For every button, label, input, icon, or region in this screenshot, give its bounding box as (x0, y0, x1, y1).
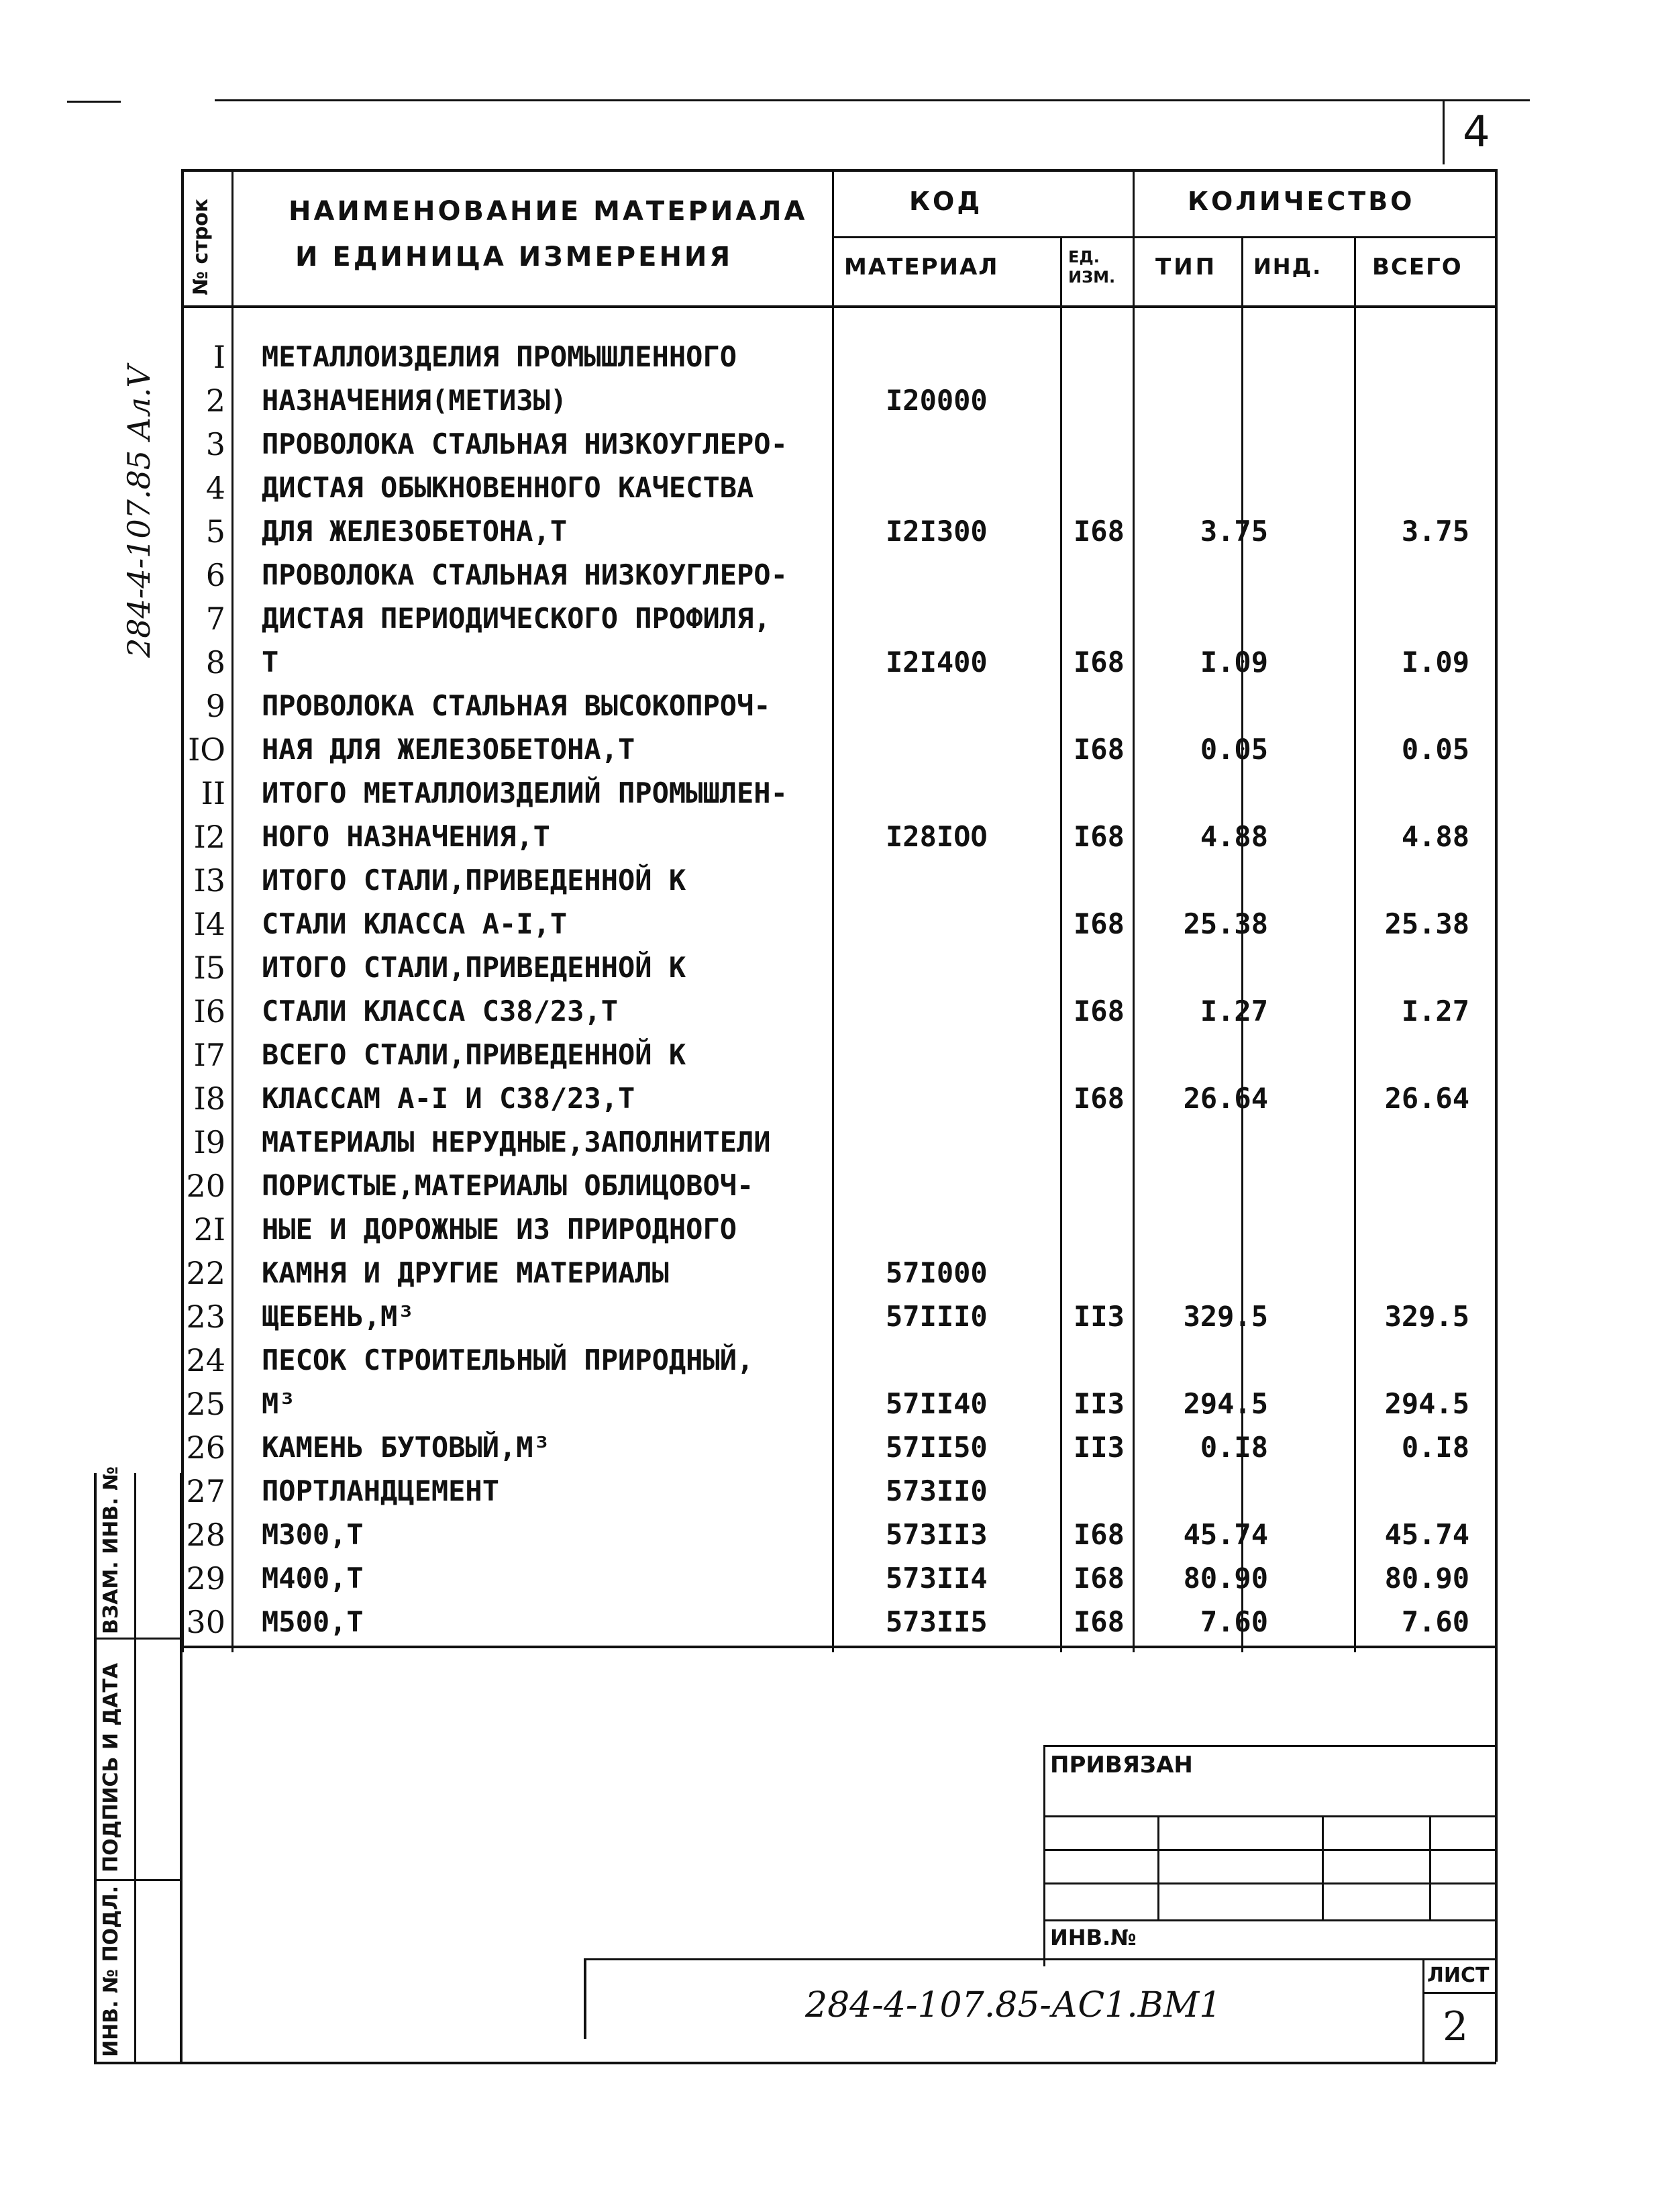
row-name: М400,Т (262, 1562, 364, 1595)
row-unit (1074, 1034, 1141, 1076)
table-row (181, 1295, 1523, 1338)
row-typ: 26.64 (1183, 1082, 1268, 1115)
row-name: ПРОВОЛОКА СТАЛЬНАЯ ВЫСОКОПРОЧ- (262, 689, 771, 722)
table-row (181, 728, 1523, 771)
row-total: 0.I8 (1401, 1431, 1469, 1464)
row-unit (1074, 554, 1141, 597)
row-total: 329.5 (1384, 1300, 1469, 1333)
row-code: 573II5 (886, 1605, 988, 1638)
row-number: 29 (186, 1560, 225, 1597)
stamp-sheet-label: ЛИСТ (1427, 1964, 1490, 1987)
row-number: I5 (193, 950, 225, 986)
row-unit: I68 (1074, 515, 1125, 548)
row-unit (1074, 1339, 1141, 1382)
row-typ: 329.5 (1183, 1300, 1268, 1333)
row-typ (1154, 1208, 1268, 1251)
table-row (181, 554, 1523, 597)
row-code (886, 1077, 1087, 1120)
frame-left-inner (180, 1473, 183, 2064)
table-row (181, 685, 1523, 727)
row-typ: 294.5 (1183, 1387, 1268, 1420)
row-unit (1074, 772, 1141, 815)
page-number-box-left (1443, 101, 1445, 164)
row-code: 573II0 (886, 1474, 988, 1507)
row-number: 2I (193, 1211, 225, 1248)
row-code: I20000 (886, 384, 988, 417)
header-code: КОД (909, 187, 983, 216)
row-code (886, 1164, 1087, 1207)
row-code: 57II40 (886, 1387, 988, 1420)
titleblock-h4 (1043, 1919, 1496, 1921)
row-name: ПОРИСТЫЕ,МАТЕРИАЛЫ ОБЛИЦОВОЧ- (262, 1169, 754, 1202)
row-typ: 80.90 (1183, 1562, 1268, 1595)
row-number: 23 (186, 1299, 225, 1335)
row-total: 26.64 (1384, 1082, 1469, 1115)
row-number: 3 (205, 426, 225, 462)
row-typ (1154, 466, 1268, 509)
row-typ: 0.I8 (1200, 1431, 1268, 1464)
row-name: М300,Т (262, 1518, 364, 1551)
header-unit: ЕД. ИЗМ. (1068, 248, 1116, 287)
titleblock-left (1043, 1745, 1045, 1966)
row-typ (1154, 1252, 1268, 1295)
row-unit: I68 (1074, 646, 1125, 678)
table-row (181, 379, 1523, 422)
table-row (181, 641, 1523, 684)
table-top-border (181, 169, 1496, 172)
row-unit (1074, 946, 1141, 989)
table-row (181, 1077, 1523, 1120)
table-row (181, 859, 1523, 902)
row-total: 7.60 (1401, 1605, 1469, 1638)
row-name: КАМЕНЬ БУТОВЫЙ,М³ (262, 1431, 550, 1464)
row-number: I9 (193, 1124, 225, 1160)
row-total (1349, 685, 1523, 727)
row-total: 0.05 (1401, 733, 1469, 766)
row-code (886, 1208, 1087, 1251)
row-number: 27 (186, 1473, 225, 1509)
table-row (181, 990, 1523, 1033)
row-name: КАМНЯ И ДРУГИЕ МАТЕРИАЛЫ (262, 1256, 669, 1289)
row-total (1349, 554, 1523, 597)
header-quantity: КОЛИЧЕСТВО (1188, 187, 1415, 216)
row-unit (1074, 859, 1141, 902)
row-total: 25.38 (1384, 907, 1469, 940)
row-typ: 7.60 (1200, 1605, 1268, 1638)
titleblock-v2 (1322, 1815, 1324, 1919)
top-dash-right (215, 99, 1530, 101)
row-name: ВСЕГО СТАЛИ,ПРИВЕДЕННОЙ К (262, 1038, 686, 1071)
designation-top (584, 1958, 1496, 1960)
row-code: I2I300 (886, 515, 988, 548)
stamp-designation: 284-4-107.85-АС1.ВМ1 (805, 1985, 1222, 2025)
row-unit (1074, 685, 1141, 727)
row-code: 573II3 (886, 1518, 988, 1551)
table-row (181, 1164, 1523, 1207)
row-unit: I68 (1074, 1562, 1125, 1595)
side-document-code: 284-4-107.85 Ал.V (121, 365, 157, 658)
row-code (886, 1121, 1087, 1164)
row-unit: II3 (1074, 1300, 1125, 1333)
row-unit (1074, 379, 1141, 422)
row-number: I8 (193, 1080, 225, 1117)
row-number: 28 (186, 1517, 225, 1553)
row-number: 7 (205, 601, 225, 637)
row-total (1349, 423, 1523, 466)
row-code (886, 554, 1087, 597)
row-number: 4 (205, 470, 225, 506)
row-number: II (201, 775, 225, 811)
row-code: I2I400 (886, 646, 988, 678)
row-typ (1154, 1121, 1268, 1164)
row-code: I28IOO (886, 820, 988, 853)
row-total: I.09 (1401, 646, 1469, 678)
row-total (1349, 1121, 1523, 1164)
row-number: 2 (205, 383, 225, 419)
row-typ: 45.74 (1183, 1518, 1268, 1551)
row-name: СТАЛИ КЛАССА С38/23,Т (262, 995, 619, 1027)
table-row (181, 1121, 1523, 1164)
row-name: ДИСТАЯ ОБЫКНОВЕННОГО КАЧЕСТВА (262, 471, 754, 504)
row-total (1349, 1252, 1523, 1295)
row-code (886, 990, 1087, 1033)
row-total (1349, 1208, 1523, 1251)
table-row (181, 1252, 1523, 1295)
row-unit: I68 (1074, 733, 1125, 766)
margin-divider-2 (94, 1879, 183, 1881)
row-code (886, 946, 1087, 989)
row-total: 80.90 (1384, 1562, 1469, 1595)
row-unit: II3 (1074, 1387, 1125, 1420)
row-typ (1154, 1470, 1268, 1513)
table-row (181, 423, 1523, 466)
row-unit (1074, 1121, 1141, 1164)
row-number: 6 (205, 557, 225, 593)
row-total (1349, 597, 1523, 640)
row-name: НАЗНАЧЕНИЯ(МЕТИЗЫ) (262, 384, 568, 417)
table-row (181, 1426, 1523, 1469)
margin-inv-podl: ИНВ. № ПОДЛ. (99, 1885, 123, 2057)
row-unit (1074, 1164, 1141, 1207)
row-typ: I.09 (1200, 646, 1268, 678)
row-total (1349, 946, 1523, 989)
table-row (181, 1382, 1523, 1425)
row-code: 573II4 (886, 1562, 988, 1595)
row-number: I7 (193, 1037, 225, 1073)
row-total (1349, 1164, 1523, 1207)
row-unit: II3 (1074, 1431, 1125, 1464)
row-total: 3.75 (1401, 515, 1469, 548)
header-total: ВСЕГО (1372, 254, 1463, 281)
row-name: СТАЛИ КЛАССА А-I,Т (262, 907, 568, 940)
row-unit (1074, 1470, 1141, 1513)
row-code (886, 772, 1087, 815)
row-number: 8 (205, 644, 225, 681)
row-typ (1154, 859, 1268, 902)
row-total: 294.5 (1384, 1387, 1469, 1420)
top-dash-left (67, 101, 121, 103)
row-name: ПЕСОК СТРОИТЕЛЬНЫЙ ПРИРОДНЫЙ, (262, 1344, 754, 1376)
row-name: ПРОВОЛОКА СТАЛЬНАЯ НИЗКОУГЛЕРО- (262, 558, 788, 591)
row-code (886, 1339, 1087, 1382)
designation-left (584, 1958, 586, 2039)
row-name: ПРОВОЛОКА СТАЛЬНАЯ НИЗКОУГЛЕРО- (262, 428, 788, 460)
row-number: 22 (186, 1255, 225, 1291)
row-total (1349, 336, 1523, 379)
frame-left-outer (94, 1473, 97, 2064)
row-total (1349, 1034, 1523, 1076)
row-number: I (213, 339, 225, 375)
row-number: I4 (193, 906, 225, 942)
header-mid-border (832, 236, 1496, 238)
row-code (886, 903, 1087, 946)
row-unit: I68 (1074, 1518, 1125, 1551)
header-name-line1: НАИМЕНОВАНИЕ МАТЕРИАЛА (289, 196, 808, 227)
stamp-privyazan: ПРИВЯЗАН (1050, 1752, 1193, 1778)
row-code (886, 728, 1087, 771)
row-typ: 3.75 (1200, 515, 1268, 548)
table-row (181, 336, 1523, 379)
row-unit: I68 (1074, 995, 1125, 1027)
table-row (181, 597, 1523, 640)
row-code (886, 466, 1087, 509)
row-name: НАЯ ДЛЯ ЖЕЛЕЗОБЕТОНА,Т (262, 733, 635, 766)
titleblock-top (1043, 1745, 1496, 1747)
row-typ (1154, 423, 1268, 466)
row-number: 5 (205, 513, 225, 550)
table-row (181, 815, 1523, 858)
row-number: 26 (186, 1429, 225, 1466)
row-typ: 25.38 (1183, 907, 1268, 940)
row-typ (1154, 685, 1268, 727)
row-total: 4.88 (1401, 820, 1469, 853)
row-typ (1154, 1164, 1268, 1207)
header-bottom-border (181, 305, 1496, 308)
row-number: I3 (193, 862, 225, 899)
row-name: ИТОГО СТАЛИ,ПРИВЕДЕННОЙ К (262, 951, 686, 984)
row-name: НЫЕ И ДОРОЖНЫЕ ИЗ ПРИРОДНОГО (262, 1213, 737, 1246)
row-typ: 0.05 (1200, 733, 1268, 766)
table-row (181, 1557, 1523, 1600)
row-name: ИТОГО СТАЛИ,ПРИВЕДЕННОЙ К (262, 864, 686, 897)
row-name: ДИСТАЯ ПЕРИОДИЧЕСКОГО ПРОФИЛЯ, (262, 602, 771, 635)
row-unit (1074, 597, 1141, 640)
margin-podpis-data: ПОДПИСЬ И ДАТА (99, 1662, 123, 1872)
row-number: 24 (186, 1342, 225, 1378)
row-unit: I68 (1074, 820, 1125, 853)
row-number: I2 (193, 819, 225, 855)
margin-vzam-inv: ВЗАМ. ИНВ. № (99, 1466, 123, 1634)
row-name: НОГО НАЗНАЧЕНИЯ,Т (262, 820, 550, 853)
titleblock-v1 (1157, 1815, 1159, 1919)
header-ind: ИНД. (1253, 254, 1322, 279)
row-unit (1074, 336, 1141, 379)
table-row (181, 1470, 1523, 1513)
row-number: 20 (186, 1168, 225, 1204)
row-name: М500,Т (262, 1605, 364, 1638)
table-row (181, 510, 1523, 553)
row-unit (1074, 423, 1141, 466)
row-name: КЛАССАМ А-I И С38/23,Т (262, 1082, 635, 1115)
row-typ: I.27 (1200, 995, 1268, 1027)
frame-bottom (94, 2062, 1496, 2064)
row-unit: I68 (1074, 1605, 1125, 1638)
margin-divider-1 (94, 1638, 183, 1640)
titleblock-v3 (1429, 1815, 1431, 1919)
row-number: I6 (193, 993, 225, 1029)
row-unit (1074, 1208, 1141, 1251)
frame-right-lower (1495, 1646, 1498, 2062)
table-row (181, 1034, 1523, 1076)
header-row-no: № строк (189, 198, 213, 295)
row-number: 9 (205, 688, 225, 724)
row-typ (1154, 1339, 1268, 1382)
table-row (181, 1513, 1523, 1556)
row-code (886, 336, 1087, 379)
sheet-box-left (1422, 1958, 1424, 2062)
row-code: 57I000 (886, 1256, 988, 1289)
row-name: Т (262, 646, 279, 678)
row-number: 25 (186, 1386, 225, 1422)
titleblock-h3 (1043, 1882, 1496, 1884)
row-total: 45.74 (1384, 1518, 1469, 1551)
row-typ (1154, 772, 1268, 815)
row-code (886, 685, 1087, 727)
titleblock-h1 (1043, 1815, 1496, 1817)
table-row (181, 1208, 1523, 1251)
table-row (181, 1601, 1523, 1644)
row-typ (1154, 946, 1268, 989)
row-name: ПОРТЛАНДЦЕМЕНТ (262, 1474, 500, 1507)
table-row (181, 903, 1523, 946)
header-typ: ТИП (1155, 254, 1218, 281)
row-unit: I68 (1074, 907, 1125, 940)
row-code (886, 423, 1087, 466)
row-typ (1154, 379, 1268, 422)
row-typ (1154, 1034, 1268, 1076)
page-number: 4 (1463, 107, 1490, 157)
row-unit (1074, 466, 1141, 509)
table-row (181, 946, 1523, 989)
stamp-inv-no: ИНВ.№ (1050, 1925, 1137, 1950)
row-total (1349, 1339, 1523, 1382)
stamp-sheet-no: 2 (1443, 2003, 1469, 2050)
row-name: ИТОГО МЕТАЛЛОИЗДЕЛИЙ ПРОМЫШЛЕН- (262, 776, 788, 809)
row-unit: I68 (1074, 1082, 1125, 1115)
row-total (1349, 1470, 1523, 1513)
row-number: 30 (186, 1604, 225, 1640)
row-total (1349, 772, 1523, 815)
row-name: МАТЕРИАЛЫ НЕРУДНЫЕ,ЗАПОЛНИТЕЛИ (262, 1125, 771, 1158)
sheet-box-mid (1422, 1992, 1496, 1994)
header-material: МАТЕРИАЛ (844, 254, 999, 281)
row-name: ДЛЯ ЖЕЛЕЗОБЕТОНА,Т (262, 515, 568, 548)
row-code (886, 1034, 1087, 1076)
row-total (1349, 466, 1523, 509)
row-total (1349, 859, 1523, 902)
table-row (181, 772, 1523, 815)
row-typ (1154, 554, 1268, 597)
row-code: 57II50 (886, 1431, 988, 1464)
margin-col-divider (134, 1473, 136, 2064)
row-unit (1074, 1252, 1141, 1295)
row-number: IO (188, 732, 225, 768)
row-typ: 4.88 (1200, 820, 1268, 853)
titleblock-h2 (1043, 1849, 1496, 1851)
row-code (886, 597, 1087, 640)
row-typ (1154, 597, 1268, 640)
row-code: 57III0 (886, 1300, 988, 1333)
row-name: ЩЕБЕНЬ,М³ (262, 1300, 415, 1333)
table-bottom-border (181, 1646, 1496, 1648)
row-code (886, 859, 1087, 902)
row-total: I.27 (1401, 995, 1469, 1027)
table-row (181, 1339, 1523, 1382)
row-total (1349, 379, 1523, 422)
row-typ (1154, 336, 1268, 379)
header-name-line2: И ЕДИНИЦА ИЗМЕРЕНИЯ (295, 242, 733, 272)
row-name: М³ (262, 1387, 296, 1420)
row-name: МЕТАЛЛОИЗДЕЛИЯ ПРОМЫШЛЕННОГО (262, 340, 737, 373)
table-row (181, 466, 1523, 509)
